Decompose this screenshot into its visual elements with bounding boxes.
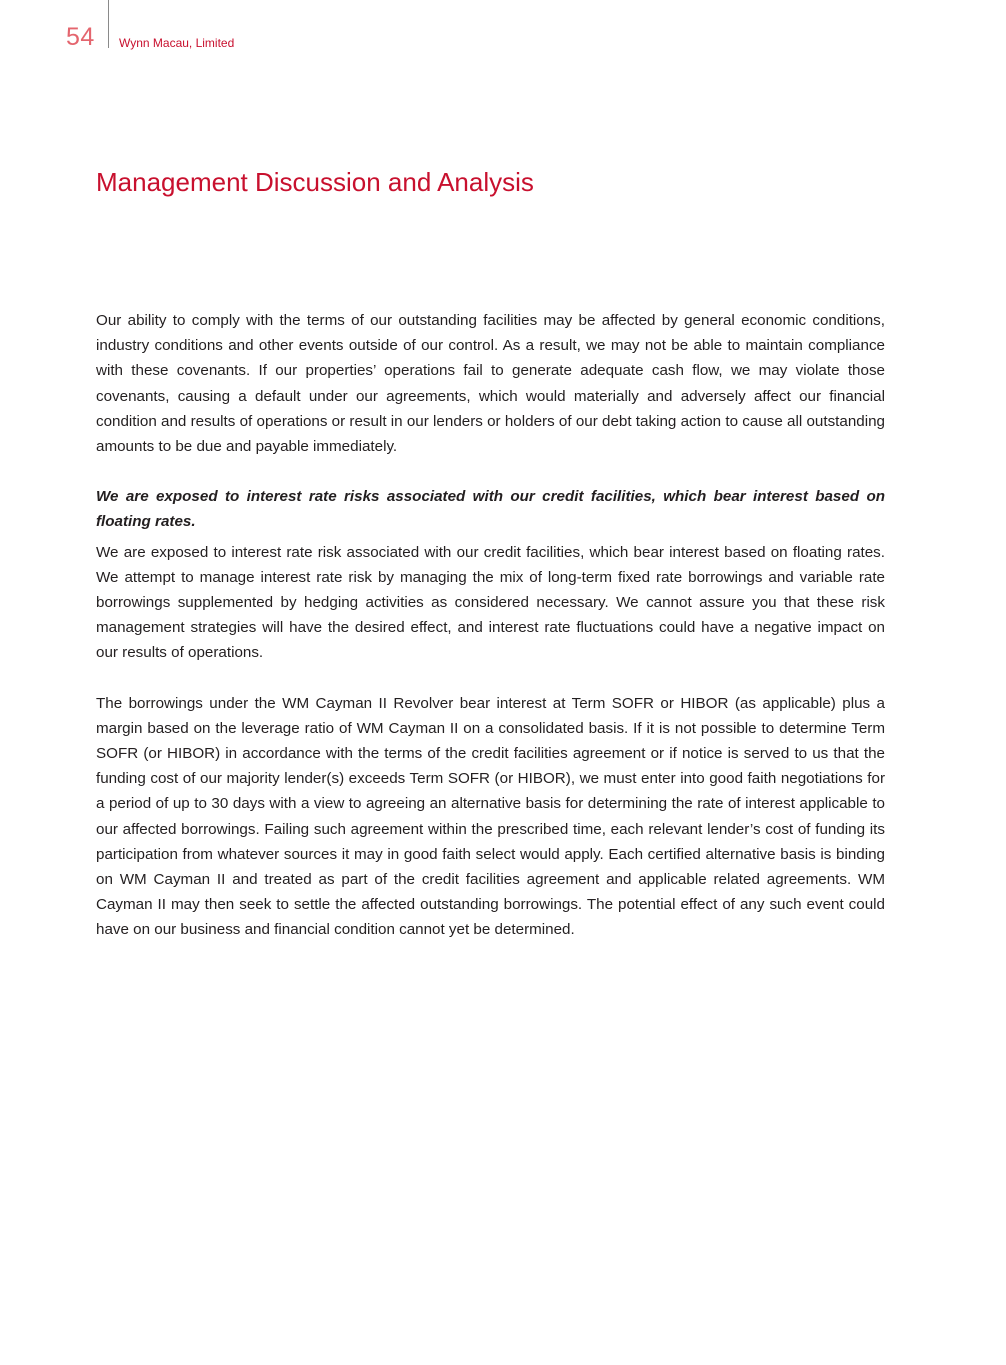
page-header	[0, 0, 1006, 60]
paragraph-interest-rate-risk: We are exposed to interest rate risk associated with our credit facilities, which bear interest based on floating rates. We attempt to manage interest rate risk by managing the mix of long-term fixed rate borrowings and variable rate borrowings supplemented by hedging activities as considered necessary. We cannot assure you that these risk management strategies will have the desired effect, and interest rate fluctuations could have a negative impact on our results of operations.	[96, 543, 885, 662]
header-divider	[108, 0, 109, 48]
section-title: Management Discussion and Analysis	[96, 167, 534, 197]
body-content	[96, 308, 885, 943]
page-number: 54	[66, 23, 95, 51]
risk-subheading: We are exposed to interest rate risks associated with our credit facilities, which bear interest based on floating rates.	[96, 488, 885, 531]
paragraph-revolver-borrowings: The borrowings under the WM Cayman II Revolver bear interest at Term SOFR or HIBOR (as applicable) plus a margin based on the leverage ratio of WM Cayman II on a consolidated basis. If it is not possible to determine Term SOFR (or HIBOR) in accordance with the terms of the credit facilities agreement or if notice is served to us that the funding cost of our majority lender(s) exceeds Term SOFR (or HIBOR), we must enter into good faith negotiations for a period of up to 30 days with a view to agreeing an alternative basis for determining the rate of interest applicable to our affected borrowings. Failing such agreement within the prescribed time, each relevant lender’s cost of funding its participation from whatever sources it may in good faith select would apply. Each certified alternative basis is binding on WM Cayman II and treated as part of the credit facilities agreement and applicable related agreements. WM Cayman II may then seek to settle the affected outstanding borrowings. The potential effect of any such event could have on our business and financial condition cannot yet be determined.	[96, 694, 885, 939]
company-name: Wynn Macau, Limited	[119, 36, 235, 50]
paragraph-covenants: Our ability to comply with the terms of our outstanding facilities may be affected by general economic conditions, industry conditions and other events outside of our control. As a result, we may not be able to maintain compliance with these covenants. If our properties’ operations fail to generate adequate cash flow, we may violate those covenants, causing a default under our agreements, which would materially and adversely affect our financial condition and results of operations or result in our lenders or holders of our debt taking action to cause all outstanding amounts to be due and payable immediately.	[96, 312, 885, 456]
